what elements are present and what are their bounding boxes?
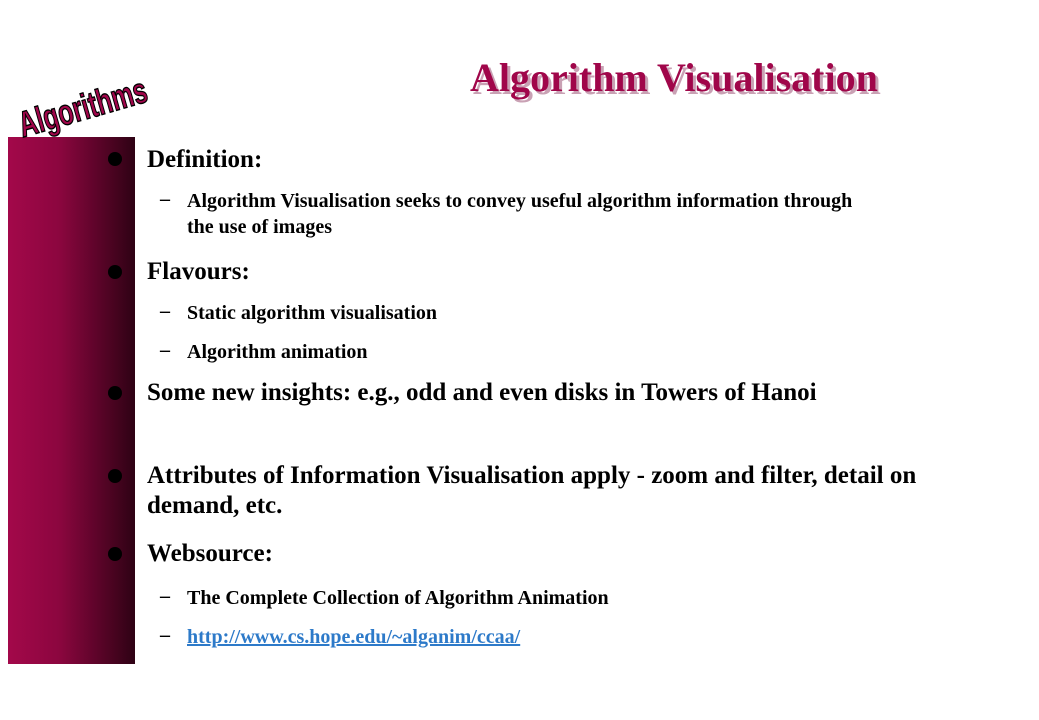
websource-heading: Websource: (147, 540, 273, 567)
insights-text: Some new insights: e.g., odd and even disks in Towers of Hanoi (147, 379, 817, 406)
dash-marker: – (160, 188, 170, 210)
decorative-side-bar (8, 137, 135, 664)
bullet-icon (108, 386, 122, 400)
websource-link[interactable]: http://www.cs.hope.edu/~alganim/ccaa/ (187, 626, 521, 648)
definition-text: Algorithm Visualisation seeks to convey useful algorithm information through the use of images (187, 190, 853, 238)
bullet-icon (108, 265, 122, 279)
flavour-static: Static algorithm visualisation (187, 302, 438, 324)
flavours-heading: Flavours: (147, 258, 250, 285)
dash-marker: – (160, 585, 170, 607)
dash-marker: – (160, 300, 170, 322)
dash-marker: – (160, 339, 170, 361)
bullet-icon (108, 152, 122, 166)
websource-link-line (187, 624, 867, 650)
flavour-animation: Algorithm animation (187, 341, 368, 363)
dash-marker: – (160, 624, 170, 646)
definition-heading: Definition: (147, 146, 263, 173)
slide-title: Algorithm Visualisation (470, 55, 878, 100)
attributes-text: Attributes of Information Visualisation apply - zoom and filter, detail on demand, etc. (147, 462, 917, 519)
logo-text: Algorithms (13, 53, 208, 146)
bullet-icon (108, 469, 122, 483)
websource-item: The Complete Collection of Algorithm Animation (187, 587, 609, 609)
bullet-icon (108, 547, 122, 561)
algorithms-logo (10, 38, 208, 146)
